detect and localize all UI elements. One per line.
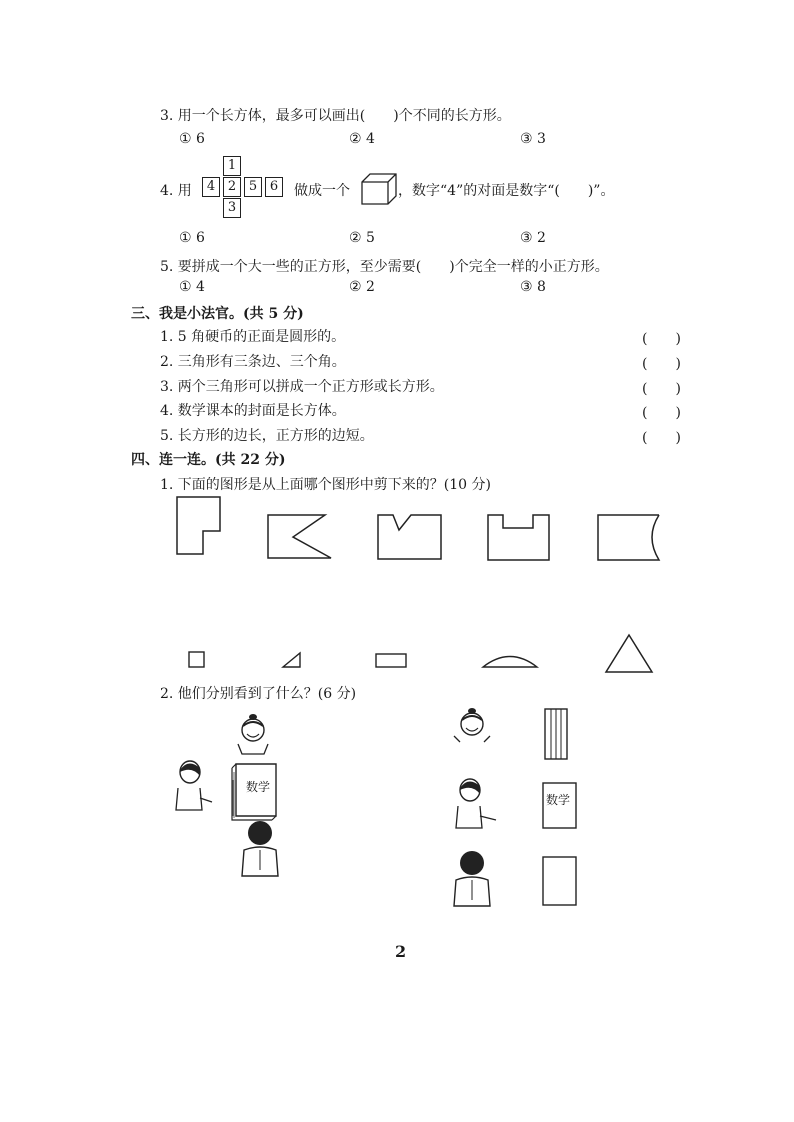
q4-1-text: 1. 下面的图形是从上面哪个图形中剪下来的？(10 分) (160, 477, 491, 493)
q4-middle: 做成一个 (294, 183, 350, 199)
q4-option-2[interactable]: ② 5 (349, 230, 375, 246)
shape-u-notch-rect[interactable] (485, 512, 555, 564)
q5-text: 5. 要拼成一个大一些的正方形，至少需要( )个完全一样的小正方形。 (160, 259, 609, 275)
math-book-label: 数学 (246, 780, 271, 794)
q3-option-2[interactable]: ② 4 (349, 131, 375, 147)
judge-blank-4[interactable]: ( ) (642, 405, 681, 421)
view-book-spine[interactable] (542, 706, 572, 762)
girl-side-view-figure (452, 776, 500, 834)
q3-option-1[interactable]: ① 6 (179, 131, 205, 147)
judge-item-5: 5. 长方形的边长，正方形的边短。 (160, 428, 374, 444)
net-cell-6: 6 (265, 177, 283, 197)
q4-2-text: 2. 他们分别看到了什么？(6 分) (160, 686, 357, 702)
section3-title: 三、我是小法官。(共 5 分) (131, 306, 304, 322)
judge-item-2: 2. 三角形有三条边、三个角。 (160, 354, 346, 370)
girl-left-figure (170, 758, 218, 820)
shape-notched-rect[interactable] (170, 495, 230, 560)
page-number: 2 (395, 942, 407, 961)
boy-back-view-figure (448, 848, 498, 910)
net-cell-1: 1 (223, 156, 241, 176)
shape-v-notch-rect[interactable] (375, 512, 445, 562)
cube-icon (360, 172, 400, 206)
q3-option-3[interactable]: ③ 3 (520, 131, 546, 147)
q5-option-3[interactable]: ③ 8 (520, 279, 546, 295)
judge-blank-1[interactable]: ( ) (642, 331, 681, 347)
judge-blank-5[interactable]: ( ) (642, 430, 681, 446)
judge-item-1: 1. 5 角硬币的正面是圆形的。 (160, 329, 346, 345)
small-rectangle[interactable] (374, 652, 410, 670)
shape-arc-cut-rect[interactable] (595, 512, 665, 564)
boy-back-figure (236, 818, 286, 880)
small-right-triangle[interactable] (281, 651, 305, 671)
view-book-back[interactable] (540, 854, 580, 908)
judge-item-3: 3. 两个三角形可以拼成一个正方形或长方形。 (160, 379, 444, 395)
q3-text: 3. 用一个长方体，最多可以画出( )个不同的长方形。 (160, 108, 511, 124)
small-square[interactable] (187, 650, 207, 670)
boy-top-view-figure (448, 704, 500, 754)
section4-title: 四、连一连。(共 22 分) (131, 452, 286, 468)
q5-option-1[interactable]: ① 4 (179, 279, 205, 295)
net-cell-2: 2 (223, 177, 241, 197)
q5-option-2[interactable]: ② 2 (349, 279, 375, 295)
q4-prefix: 4. 用 (160, 183, 192, 199)
judge-blank-3[interactable]: ( ) (642, 381, 681, 397)
triangle[interactable] (604, 632, 654, 676)
q4-option-3[interactable]: ③ 2 (520, 230, 546, 246)
q4-option-1[interactable]: ① 6 (179, 230, 205, 246)
view-book-cover-label: 数学 (546, 793, 571, 807)
shape-cut-rect[interactable] (265, 512, 337, 562)
q4-suffix: ，数字“4”的对面是数字“( )”。 (398, 183, 615, 199)
net-cell-4: 4 (202, 177, 220, 197)
small-semicircle[interactable] (480, 652, 540, 670)
judge-item-4: 4. 数学课本的封面是长方体。 (160, 403, 346, 419)
net-cell-5: 5 (244, 177, 262, 197)
net-cell-3: 3 (223, 198, 241, 218)
judge-blank-2[interactable]: ( ) (642, 356, 681, 372)
